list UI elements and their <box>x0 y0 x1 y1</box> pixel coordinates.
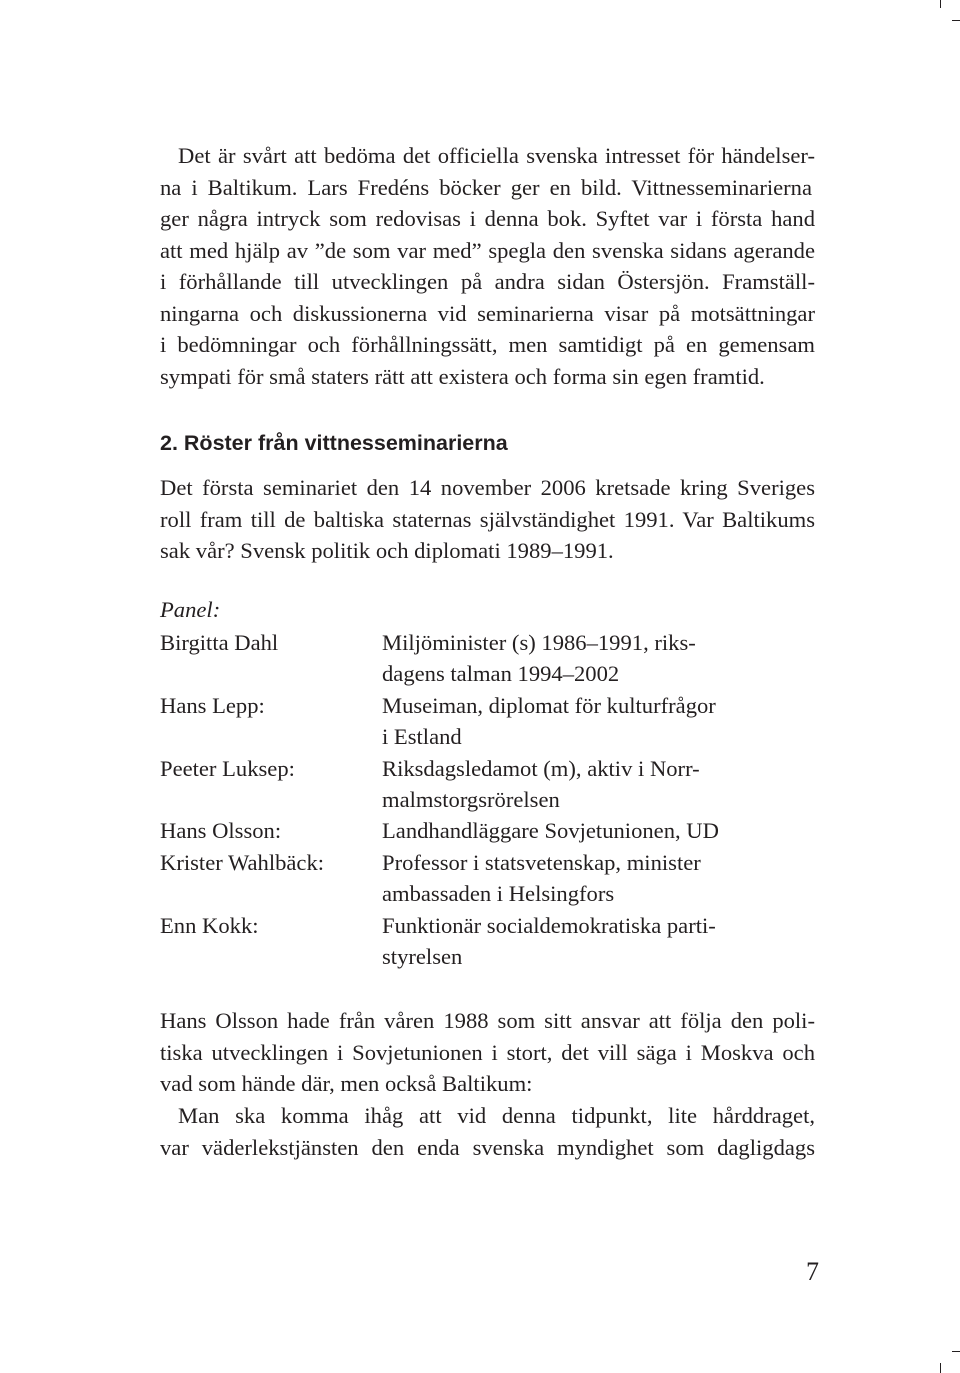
page-number: 7 <box>806 1257 819 1286</box>
panel-member-role <box>382 753 820 816</box>
crop-mark-bottom-right <box>952 1351 960 1352</box>
paragraph-line: ningarna och diskussionerna vid seminarierna visar på motsättningar <box>160 300 815 326</box>
panel-member-role <box>382 690 820 753</box>
quote-line: Man ska komma ihåg att vid denna tidpunkt, lite hårddraget, <box>178 1103 815 1128</box>
paragraph-line: sympati för små staters rätt att existera och forma sin egen framtid. <box>160 363 765 389</box>
paragraph-line: roll fram till de baltiska staternas självständighet 1991. Var Baltikums <box>160 506 815 532</box>
panel-member-name: Krister Wahlbäck: <box>160 849 325 875</box>
paragraph-line: vad som hände där, men också Baltikum: <box>160 1071 533 1096</box>
crop-mark-top-right <box>940 0 941 8</box>
paragraph-line: sak vår? Svensk politik och diplomati 1989–1991. <box>160 538 614 563</box>
quote-paragraph <box>160 1100 815 1163</box>
crop-mark-bottom-right <box>940 1363 941 1373</box>
role-line: dagens talman 1994–2002 <box>382 661 620 687</box>
panel-member-role <box>382 815 820 846</box>
quote-line: var väderlekstjänsten den enda svenska myndighet som dagligdags <box>160 1134 815 1160</box>
panel-member-name: Peeter Luksep: <box>160 755 295 781</box>
role-line: i Estland <box>382 724 462 750</box>
paragraph-line: ger några intryck som redovisas i denna bok. Syftet var i första hand <box>160 206 815 231</box>
panel-member <box>160 753 820 816</box>
panel-member-name: Hans Olsson: <box>160 818 282 844</box>
seminar-paragraph <box>160 472 815 567</box>
paragraph-line: Hans Olsson hade från våren 1988 som sitt ansvar att följa den poli- <box>160 1008 815 1033</box>
role-line: Landhandläggare Sovjetunionen, UD <box>382 818 719 844</box>
panel-member-role <box>382 910 820 973</box>
paragraph-line: Det första seminariet den 14 november 2006 kretsade kring Sveriges <box>160 475 815 500</box>
panel-member <box>160 910 820 973</box>
olsson-paragraph <box>160 1005 815 1100</box>
paragraph-line: na i Baltikum. Lars Fredéns böcker ger en bild. Vittnesseminarierna <box>160 174 812 200</box>
intro-paragraph <box>160 140 815 392</box>
panel-list <box>160 627 820 972</box>
role-line: Museiman, diplomat för kulturfrågor <box>382 692 716 718</box>
panel-member <box>160 690 820 753</box>
section-heading: 2. Röster från vittnesseminarierna <box>160 431 508 455</box>
role-line: Miljöminister (s) 1986–1991, riks- <box>382 630 696 655</box>
paragraph-line: att med hjälp av ”de som var med” spegla den svenska sidans agerande <box>160 237 815 263</box>
role-line: malmstorgsrörelsen <box>382 787 560 813</box>
paragraph-line: Det är svårt att bedöma det officiella svenska intresset för händelser- <box>178 143 815 168</box>
paragraph-line: i förhållande till utvecklingen på andra sidan Östersjön. Framställ- <box>160 269 815 294</box>
panel-member <box>160 627 820 690</box>
panel-member <box>160 847 820 910</box>
panel-member-name: Hans Lepp: <box>160 692 265 718</box>
panel-member-name: Birgitta Dahl <box>160 630 279 655</box>
panel-member-name: Enn Kokk: <box>160 912 259 938</box>
panel-member <box>160 815 820 846</box>
panel-member-role <box>382 627 820 690</box>
role-line: ambassaden i Helsingfors <box>382 881 615 907</box>
panel-label: Panel: <box>160 597 221 622</box>
panel-member-role <box>382 847 820 910</box>
role-line: Professor i statsvetenskap, minister <box>382 849 701 875</box>
paragraph-line: tiska utvecklingen i Sovjetunionen i stort, det vill säga i Moskva och <box>160 1039 815 1065</box>
paragraph-line: i bedömningar och förhållningssätt, men samtidigt på en gemensam <box>160 332 815 357</box>
role-line: Funktionär socialdemokratiska parti- <box>382 912 716 938</box>
role-line: Riksdagsledamot (m), aktiv i Norr- <box>382 755 700 781</box>
crop-mark-top-right <box>952 20 960 21</box>
role-line: styrelsen <box>382 944 463 970</box>
